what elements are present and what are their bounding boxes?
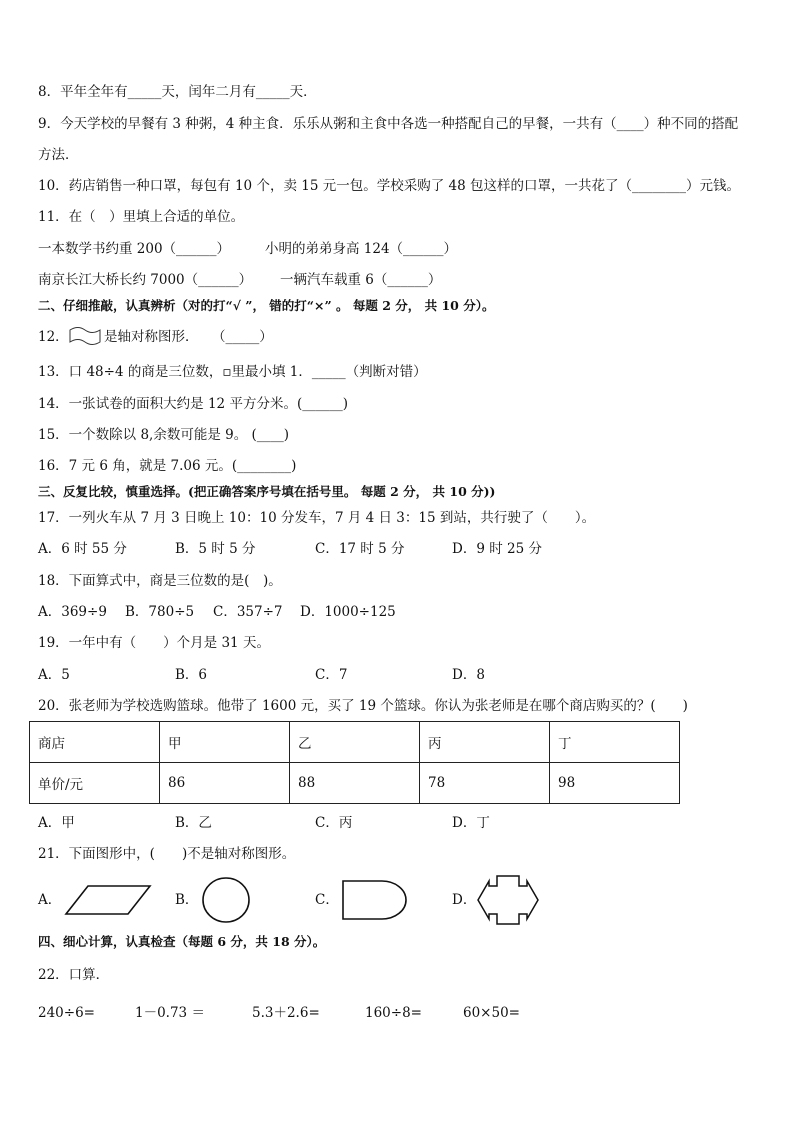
option-d: D．丁: [452, 815, 490, 831]
question-11: 11．在（ ）里填上合适的单位。: [38, 209, 245, 225]
mental-math-item: 160÷8=: [365, 1005, 422, 1021]
table-cell: 单价/元: [30, 763, 160, 804]
question-17: 17．一列火车从 7 月 3 日晚上 10：10 分发车，7 月 4 日 3：15 到站，共行驶了（ ）。: [38, 510, 596, 526]
option-c: C．丙: [315, 815, 353, 831]
question-18: 18．下面算式中，商是三位数的是( )。: [38, 573, 282, 589]
mental-math-item: 1－0.73 ＝: [135, 1005, 205, 1021]
table-cell: 86: [160, 763, 290, 804]
option-b: B．: [175, 892, 199, 908]
section-2-heading: 二、仔细推敲，认真辨析（对的打“√ ”， 错的打“×” 。 每题 2 分， 共 10 分）。: [38, 298, 495, 313]
parallelogram-shape-icon: [64, 884, 154, 916]
question-20: 20．张老师为学校选购篮球。他带了 1600 元，买了 19 个篮球。你认为张老师是在哪个商店购买的？( ): [38, 698, 688, 714]
option-c: C．357÷7: [213, 604, 283, 620]
option-b: B．5 时 5 分: [175, 541, 256, 557]
table-cell: 丙: [420, 722, 550, 763]
option-c: C．7: [315, 667, 348, 683]
rounded-end-shape-icon: [340, 878, 410, 922]
option-c: C．: [315, 892, 339, 908]
mental-math-item: 60×50=: [463, 1005, 520, 1021]
shop-price-table: [29, 721, 680, 804]
table-row: [30, 763, 680, 804]
option-a: A．5: [38, 667, 70, 683]
question-12-text: 是轴对称图形． （_____）: [104, 329, 273, 345]
question-10: 10．药店销售一种口罩，每包有 10 个，卖 15 元一包。学校采购了 48 包这样的口罩，一共花了（________）元钱。: [38, 178, 740, 194]
table-cell: 乙: [290, 722, 420, 763]
option-c: C．17 时 5 分: [315, 541, 405, 557]
question-9-cont: 方法．: [38, 147, 79, 163]
option-a: A．6 时 55 分: [38, 541, 127, 557]
question-15: 15．一个数除以 8,余数可能是 9。 (____): [38, 427, 290, 443]
question-11-item: 小明的弟弟身高 124（______）: [265, 241, 458, 257]
option-b: B．乙: [175, 815, 212, 831]
wave-flag-shape-icon: [68, 325, 102, 347]
option-b: B．780÷5: [125, 604, 195, 620]
option-a: A．甲: [38, 815, 75, 831]
question-22: 22．口算．: [38, 967, 110, 983]
section-4-heading: 四、细心计算，认真检查（每题 6 分，共 18 分）。: [38, 934, 326, 949]
question-9: 9．今天学校的早餐有 3 种粥，4 种主食．乐乐从粥和主食中各选一种搭配自己的早餐，一共有（____）种不同的搭配: [38, 116, 739, 132]
question-14: 14．一张试卷的面积大约是 12 平方分米。(______): [38, 396, 348, 412]
table-cell: 78: [420, 763, 550, 804]
double-arrow-cross-shape-icon: [475, 873, 541, 927]
question-21: 21．下面图形中，( )不是轴对称图形。: [38, 846, 296, 862]
section-3-heading: 三、反复比较，慎重选择。(把正确答案序号填在括号里。 每题 2 分， 共 10 分)): [38, 484, 496, 499]
question-13: 13．口 48÷4 的商是三位数，▫里最小填 1．_____（判断对错）: [38, 364, 427, 380]
option-a: A．: [38, 892, 62, 908]
table-cell: 商店: [30, 722, 160, 763]
question-12-number: 12．: [38, 329, 69, 345]
table-cell: 甲: [160, 722, 290, 763]
option-d: D．8: [452, 667, 485, 683]
question-11-item: 南京长江大桥长约 7000（______）: [38, 272, 253, 288]
question-8: 8．平年全年有_____天，闰年二月有_____天．: [38, 84, 317, 100]
circle-shape-icon: [200, 876, 252, 924]
mental-math-item: 240÷6=: [38, 1005, 95, 1021]
option-a: A．369÷9: [38, 604, 107, 620]
option-d: D．: [452, 892, 477, 908]
table-cell: 98: [550, 763, 680, 804]
option-b: B．6: [175, 667, 208, 683]
question-19: 19．一年中有（ ）个月是 31 天。: [38, 635, 270, 651]
question-16: 16．7 元 6 角，就是 7.06 元。(________): [38, 458, 297, 474]
table-cell: 88: [290, 763, 420, 804]
table-header-row: [30, 722, 680, 763]
table-cell: 丁: [550, 722, 680, 763]
option-d: D．9 时 25 分: [452, 541, 542, 557]
question-11-item: 一本数学书约重 200（______）: [38, 241, 231, 257]
option-d: D．1000÷125: [300, 604, 396, 620]
question-11-item: 一辆汽车载重 6（______）: [280, 272, 442, 288]
mental-math-item: 5.3＋2.6=: [252, 1005, 320, 1021]
